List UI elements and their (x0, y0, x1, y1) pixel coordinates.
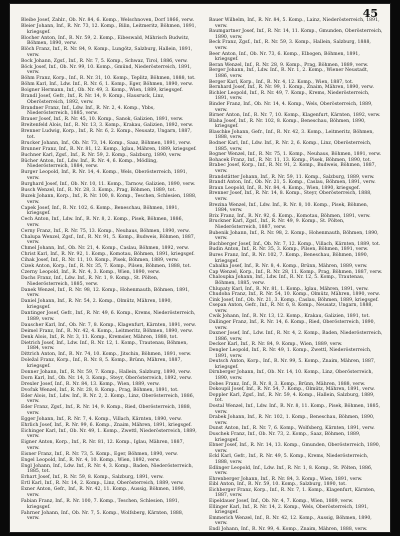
list-entry: Chalupa Wenzel, Zgsf., Inf., R. Nr. 91, 5. Komp., Budweis, Böhmen, 1887, verw. (21, 234, 196, 246)
list-entry: Dunst Anton, Inf., R. Nr. 7, 6. Komp., Wolfsberg, Kärnten, 1891, verw. (209, 426, 375, 432)
list-entry: Cihak Josef, Inf., R. Nr. 11, 10. Komp., Pisek, Böhmen, 1889, verw. (21, 258, 179, 264)
list-entry: Doležal Franz, Korp., Inf., R. Nr. 8, 5. Komp., Brünn, Mähren, 1887, kriegsgef. (21, 358, 182, 369)
list-entry: Cap Wenzel, Korp., Inf., R. Nr. 28, 11. Komp., Prag, Böhmen, 1887, verw. (209, 269, 383, 275)
list-entry: Birner Anton, Inf., R. Nr. 7, 10. Komp., Klagenfurt, Kärnten, 1892, verw. (209, 113, 381, 119)
list-entry: Dauscher Karl, Inf., Ob. Nr. 7, 8. Komp., Klagenfurt, Kärnten, 1891, verw. (21, 322, 197, 328)
list-entry: Endl Johann, Inf., R. Nr. 99, 4. Komp., Znaim, Mähren, 1888, verw. (209, 527, 368, 533)
list-entry: Ehrenberger Johann, Inf., R. Nr. 84, 3. Komp., Wien, 1891, verw. (209, 476, 363, 482)
list-entry: Bodner Karl, Inf., Ldw. Inf., R. Nr. 2, 6. Komp., Linz, Oberösterreich, 1885, verw. (209, 141, 372, 152)
list-entry: Busch Wenzel, Inf., R. Nr. 28, 3. Komp., Prag, Böhmen, 1889, tot. (21, 188, 177, 194)
list-entry: Drexler Josef, Inf., R. Nr. 84, 13. Komp., Wien, 1889, verw. (21, 381, 160, 387)
list-entry: Eibl Anton, Inf., R. Nr. 59, 10. Komp., Salzburg, 1890, tot. (209, 482, 347, 488)
list-entry: Chudoba Franz, Inf., R. Nr. 54, 10. Komp., Olmütz, Mähren, 1890, verw. (209, 292, 381, 298)
list-entry: Beer Anton, Inf., Ob. Nr. 73, 6. Komp., Elbogen, Böhmen, 1891, kriegsgef. (209, 51, 360, 63)
list-entry: Beck Franz, Zgsf., Inf., R. Nr. 59, 3. Komp., Hallein, Salzburg, 1888, verw. (209, 40, 371, 51)
list-entry: Eichinger Karl, Inf., Ob. Nr. 49, 1. Komp., Zwettl, Niederösterreich, 1889, verw. (21, 428, 197, 440)
list-entry: Duschek Franz, Inf., Ob. Nr. 73, 2. Komp., Saaz, Böhmen, 1889, kriegsgef. (209, 431, 361, 443)
list-entry: Brabec Josef, Korp., Inf., R. Nr. 91, 2. Komp., Budweis, Böhmen, 1887, verw. (209, 163, 377, 175)
list-entry: Brezina Wenzel, Inf., Ldw. Inf., R. Nr. 8, 10. Komp., Pisek, Böhmen, 1884, verw. (209, 202, 369, 214)
list-entry: Brenner Ludwig, Korp., Inf., R. Nr. 6, 2. Komp., Neusatz, Ungarn, 1887, tot. (21, 129, 192, 140)
list-entry: Ellinger Karl, Inf., R. Nr. 14, 2. Komp., Wels, Oberösterreich, 1891, kriegsgef. (209, 504, 369, 516)
list-entry: Fabian Franz, Inf., R. Nr. 100, 7. Komp., Teschen, Schlesien, 1891, kriegsgef. (21, 498, 180, 510)
list-entry: Buchberger Josef, Inf., Ob. Nr. 7, 12. Komp., Villach, Kärnten, 1889, tot. (209, 241, 381, 247)
list-entry: Blaha Josef, Inf., R. Nr. 102, 8. Komp., Beneschau, Böhmen, 1890, kriegsgef. (209, 118, 366, 130)
list-entry: Eisner Franz, Inf., R. Nr. 73, 5. Komp., Eger, Böhmen, 1890, verw. (21, 451, 178, 457)
list-entry: Cizek Anton, Korp., Inf., R. Nr. 35, 7. Komp., Pilsen, Böhmen, 1888, tot. (21, 264, 192, 270)
list-entry: Baumgartner Josef, Inf., R. Nr. 14, 11. Komp., Gmunden, Oberösterreich, 1890, verw. (209, 29, 383, 40)
list-entry: Boigner Hermann, Inf., Ob. Nr. 49, 3. Komp., Wien, 1889, kriegsgef. (21, 88, 183, 94)
list-entry: Cink Josef, Inf., Ob. Nr. 21, 3. Komp., Caslau, Böhmen, 1889, kriegsgef. (209, 297, 379, 303)
list-entry: Decker Karl, Inf., R. Nr. 84, 9. Komp., Wien, 1889, verw. (209, 342, 343, 348)
list-entry: Ehrlich Josef, Inf., R. Nr. 99, 6. Komp., Znaim, Mähren, 1891, kriegsgef. (21, 422, 192, 428)
list-entry: Edlinger Leopold, Inf., Ldw. Inf., R. Nr. 1, 8. Komp., St. Pölten, 1886, verw. (209, 465, 373, 477)
list-entry: Dallinger Franz, Inf., R. Nr. 14, 6. Komp., Ried, Oberösterreich, 1890, verw. (209, 320, 376, 331)
list-entry: Eipeldauer Josef, Inf., Ob. Nr. 4, 7. Komp., Wien, 1889, verw. (209, 499, 354, 505)
list-entry: Brandner Franz, Inf., Ldw. Inf., R. Nr. 2, 4. Komp., Ybbs, Niederösterreich, 1885, verw. (21, 105, 155, 117)
list-entry: Böhm Karl, Inf., Ldw. Inf., R. Nr. 6, 1. Komp., Eger, Böhmen, 1890, verw. (21, 82, 194, 88)
list-entry: Berger Johann, Inf., Ldw. Inf., R. Nr. 1, 2. Komp., Wiener Neustadt, 1886, verw. (209, 68, 369, 79)
list-entry: Bernhard Josef, Inf., R. Nr. 99, 1. Komp., Znaim, Mähren, 1890, verw. (209, 85, 374, 91)
list-entry: Bruckner Karl, Zgsf., Inf., R. Nr. 49, 9. Komp., St. Pölten, Niederösterreich, 1887, verw. (209, 219, 345, 230)
list-entry: Bures Franz, Inf., R. Nr. 102, 7. Komp., Beneschau, Böhmen, 1890, kriegsgef. (209, 252, 369, 264)
list-entry: Eder Franz, Zgsf., Inf., R. Nr. 14, 9. Komp., Ried, Oberösterreich, 1888, verw. (21, 405, 192, 416)
list-entry: Brandl Josef, Gefr., Inf., R. Nr. 14, 9. Komp., Hausruck, Linz, Oberösterreich, 1892, verw. (21, 94, 165, 105)
list-entry: Dokoupil Josef, Inf., R. Nr. 54, 7. Komp., Olmütz, Mähren, 1891, verw. (209, 387, 375, 393)
list-entry: Capek Josef, Inf., R. Nr. 102, 6. Komp., Beneschau, Böhmen, 1891, kriegsgef. (21, 205, 180, 217)
list-entry: Bleibe Josef, Zahlr., Ob. Nr. 84, 6. Komp., Welschnoven, Dorf 1866, verw. (21, 18, 195, 23)
list-entry: Cabalka Josef, Inf., R. Nr. 8, 4. Komp., Brünn, Mähren, 1889, verw. (209, 264, 368, 270)
list-entry: Brandstätter Johann, Inf., R. Nr. 59, 11. Komp., Salzburg, 1889, verw. (209, 174, 375, 180)
list-entry: Buchner Karl, Zgsf., Inf., R. Nr. 59, 2. Komp., Salzburg, 1890, verw. (21, 152, 182, 158)
list-entry: Berger Karl, Korp., Inf., R. Nr. 4, 12. Komp., Wien, 1887, tot. (209, 79, 354, 85)
list-entry: Buzek Johann, Korp., Inf., R. Nr. 100, 8. Komp., Teschen, Schlesien, 1888, verw. (21, 194, 197, 205)
list-entry: Brucker Johann, Inf., Ob. Nr. 73, 14. Komp., Saaz, Böhmen, 1891, verw. (21, 140, 192, 146)
list-entry: Bubenik Johann, Inf., R. Nr. 98, 2. Komp., Hohenmauth, Böhmen, 1890, verw. (209, 230, 379, 242)
list-entry: Bichler Leopold, Inf., R. Nr. 49, 7. Komp., Krems, Niederösterreich, 1891, verw. (209, 90, 370, 102)
list-entry: Egger Johann, Inf., R. Nr. 7, 4. Komp., Villach, Kärnten, 1890, verw. (21, 416, 182, 422)
list-entry: Breitenfeld Alois, Inf., R. Nr. 13, 3. Komp., Krakau, Galizien, 1892, verw. (21, 123, 194, 129)
list-entry: Erhart Josef, Inf., R. Nr. 59, 8. Komp., Salzburg, 1891, verw. (21, 475, 164, 481)
list-entry: Dvořak Wenzel, Inf., R. Nr. 28, 8. Komp., Prag, Böhmen, 1891, tot. (21, 387, 179, 393)
list-entry: Braun Leopold, Inf., R. Nr. 84, 4. Komp., Wien, 1890, kriegsgef. (209, 185, 360, 191)
list-entry: Chaloupka Johann, Inf., Ldw. Inf., R. Nr. 12, 5. Komp., Trautenau, Böhmen, 1885, verw. (209, 275, 365, 286)
list-entry: Burger Leopold, Inf., R. Nr. 14, 4. Komp., Wels, Oberösterreich, 1891, verw. (21, 170, 188, 182)
list-entry: Doppler Karl, Zgsf., Inf., R. Nr. 59, 4. Komp., Hallein, Salzburg, 1889, tot. (209, 392, 375, 404)
list-entry: Blaschke Johann, Gefr., Inf., R. Nr. 42, 3. Komp., Leitmeritz, Böhmen, 1888, verw. (209, 129, 374, 141)
list-entry: Dittrich Anton, Inf., R. Nr. 74, 10. Komp., Jitschin, Böhmen, 1891, verw. (21, 352, 192, 358)
list-entry: Drabek Johann, Inf., R. Nr. 102, 1. Komp., Beneschau, Böhmen, 1890, verw. (209, 415, 375, 426)
list-entry: Beran Wenzel, Inf., R. Nr. 28, 9. Komp., Prag, Böhmen, 1889, verw. (209, 62, 369, 68)
list-entry: Emmerich Wenzel, Inf., R. Nr. 42, 12. Komp., Aussig, Böhmen, 1890, verw. (209, 515, 372, 527)
list-entry: Eder Alois, Inf., Ldw. Inf., R. Nr. 2, 2. Komp., Linz, Oberösterreich, 1886, verw. (21, 393, 195, 405)
list-entry: Dorn Karl, Inf., Ob. Nr. 14, 3. Komp., Steyr, Oberösterreich, 1892, verw. (21, 375, 193, 381)
list-entry: Cwik Johann, Inf., R. Nr. 13, 12. Komp., Krakau, Galizien, 1891, tot. (209, 314, 370, 320)
list-entry: Denk Alois, Inf., R. Nr. 3, 11. Komp., Kremsier, Mähren, 1888, tot. (21, 334, 178, 340)
list-entry: Csepan Anton, Gefr., Inf., R. Nr. 6, 8. Komp., Neusatz, Ungarn, 1888, verw. (209, 303, 373, 314)
list-entry: Böck Josef, Inf., Ob. Nr. 99, 10. Komp., Gmünd, Niederösterreich, 1891, verw. (21, 64, 192, 76)
list-entry: Blöch Franz, Inf., R. Nr. 84, 9. Komp., Lungötz, Salzburg, Hallein, 1891, verw. (21, 47, 193, 58)
list-entry: Dobes Franz, Inf., R. Nr. 8, 3. Komp., Brünn, Mähren, 1888, verw. (209, 381, 366, 387)
list-entry: Burghard Josef, Inf., Ob. Nr. 10, 11. Komp., Tarnow, Galizien, 1890, verw. (21, 182, 196, 188)
list-entry: Brauer Josef, Inf., R. Nr. 45, 10. Komp., Sanok, Galizien, 1891, verw. (21, 117, 184, 123)
list-entry: Bleier Johann, Inf., R. Nr. 73, 12. Komp., Bilin, Leitmeritz, Böhmen, 1891, kriegsgef. (21, 23, 197, 35)
list-entry: Bogner Wenzel, Inf., R. Nr. 75, 1. Komp., Neuhaus, Böhmen, 1891, verw. (209, 152, 382, 158)
column-left (21, 18, 197, 522)
list-entry: Christ Karl, Inf., R. Nr. 92, 1. Komp., Komotau, Böhmen, 1891, kriegsgef. (21, 252, 195, 258)
list-entry: Dantinger Josef, Gefr., Inf., R. Nr. 49, 6. Komp., Krems, Niederösterreich, 1889, verw. (21, 310, 196, 322)
document-page (10, 4, 390, 532)
list-entry: Fahrner Johann, Inf., Ob. Nr. 7, 5. Komp., Wolfsberg, Kärnten, 1888, verw. (21, 510, 184, 522)
list-entry: Binder Franz, Inf., Ob. Nr. 14, 4. Komp., Wels, Oberösterreich, 1889, verw. (209, 101, 373, 113)
list-entry: Exner Anton, Gefr., Inf., R. Nr. 42, 11. Komp., Aussig, Böhmen, 1890, verw. (21, 487, 186, 498)
list-entry: Bohacek Franz, Inf., R. Nr. 11, 13. Komp., Pisek, Böhmen, 1890, tot. (209, 157, 372, 163)
page-number: 45 (362, 7, 378, 20)
list-entry: Bock Johann, Zgsf., Inf., R. Nr. 7, 5. Komp., Schwaz, Tirol, 1886, verw. (21, 58, 188, 64)
list-entry: Chmel Johann, Inf., Ob. Nr. 21, 4. Komp., Caslau, Böhmen, 1892, verw. (21, 246, 190, 252)
list-entry: Donner Johann, Inf., R. Nr. 59, 7. Komp., Hallein, Salzburg, 1890, verw. (21, 369, 191, 375)
column-right (209, 18, 383, 533)
list-entry: Blocher Anton, Inf., R. Nr. 59, 2. Komp., Eibeswald, Mährisch Budwitz, Böhmen, 1890, verw. (21, 35, 190, 47)
list-entry: Eigner Anton, Korp., Inf., R. Nr. 81, 12. Komp., Iglau, Mähren, 1887, verw. (21, 440, 185, 451)
list-entry: Cerny Franz, Inf., R. Nr. 75, 13. Komp., Neuhaus, Böhmen, 1890, verw. (21, 228, 190, 234)
list-entry: Brenner Josef, Inf., R. Nr. 14, 8. Komp., Steyr, Oberösterreich, 1888, verw. (209, 191, 372, 202)
list-entry: Brix Franz, Inf., R. Nr. 92, 6. Komp., Komotau, Böhmen, 1891, verw. (209, 213, 371, 219)
list-entry: Bücher Anton, Inf., Ldw. Inf., R. Nr. 4, 6. Komp., Mödling, Niederösterreich, 1884, verw. (21, 158, 158, 170)
list-entry: Engel Leopold, Inf., R. Nr. 4, 10. Komp., Wien, 1892, verw. (21, 457, 161, 463)
list-entry: Brandt Anton, Inf., Ob. Nr. 21, 5. Komp., Caslau, Böhmen, 1891, verw. (209, 180, 376, 186)
list-entry: Dietrich Josef, Inf., Ldw. Inf., R. Nr. 12, 1. Komp., Trautenau, Böhmen, 1884, verw. (21, 340, 188, 352)
list-entry: Deutsch Anton, Korp., Inf., R. Nr. 99, 5. Komp., Znaim, Mähren, 1887, kriegsgef. (209, 359, 376, 370)
list-entry: Czerny Leopold, Inf., R. Nr. 4, 3. Komp., Wien, 1890, verw. (21, 270, 161, 276)
list-entry: Eckl Karl, Gefr., Inf., R. Nr. 49, 5. Komp., Krems, Niederösterreich, 1888, verw. (209, 454, 369, 465)
list-entry: Engl Johann, Inf., Ldw. Inf., R. Nr. 4, 3. Komp., Baden, Niederösterreich, 1885, tot. (21, 463, 194, 475)
list-entry: Budin Anton, Inf., R. Nr. 35, 3. Komp., Pilsen, Böhmen, 1891, verw. (209, 247, 369, 253)
list-entry: Bauer Wilhelm, Inf., R. Nr. 84, 5. Komp., Lainz, Niederösterreich, 1891, verw. (209, 18, 380, 29)
list-entry: Chlupaty Karl, Inf., R. Nr. 81, 1. Komp., Iglau, Mähren, 1891, verw. (209, 286, 369, 292)
list-entry: Daxner Josef, Inf., Ldw. Inf., R. Nr. 4, 2. Komp., Baden, Niederösterreich, 1886, verw. (209, 331, 383, 342)
list-entry: Daniel Johann, Inf., R. Nr. 54, 2. Komp., Olmütz, Mähren, 1890, kriegsgef. (21, 299, 172, 310)
list-entry: Eichberger Franz, Korp., Inf., R. Nr. 7, 1. Komp., Klagenfurt, Kärnten, 1887, verw. (209, 487, 376, 499)
list-entry: Böhm Franz, Korp., Inf., R. Nr. 31, 10. Komp., Teplitz, Böhmen, 1888, tot. (21, 76, 196, 82)
list-entry: Cech Anton, Inf., Ldw. Inf., R. Nr. 8, 2. Komp., Pisek, Böhmen, 1886, verw. (21, 217, 184, 228)
list-entry: Ertl Karl, Inf., R. Nr. 14, 2. Komp., Linz, Oberösterreich, 1889, verw. (21, 481, 184, 487)
list-entry: Brunner Franz, Inf., R. Nr. 81, 12. Komp., Iglau, Mähren, 1889, kriegsgef. (21, 146, 197, 152)
list-entry: Ebner Josef, Inf., R. Nr. 14, 13. Komp., Gmunden, Oberösterreich, 1890, verw. (209, 443, 381, 454)
list-entry: Dachs Franz, Inf., Ldw. Inf., R. Nr. 1, 9. Komp., St. Pölten, Niederösterreich, 1885, verw. (21, 276, 159, 287)
list-entry: Dirnberger Johann, Inf., Ob. Nr. 14, 10. Komp., Linz, Oberösterreich, 1890, verw. (209, 370, 373, 381)
list-entry: Deimel Franz, Inf., R. Nr. 42, 4. Komp., Leitmeritz, Böhmen, 1890, verw. (21, 328, 193, 334)
list-entry: Danek Wenzel, Inf., R. Nr. 98, 12. Komp., Hohenmauth, Böhmen, 1891, verw. (21, 287, 190, 299)
list-entry: Dengler Leopold, Inf., R. Nr. 49, 1. Komp., Zwettl, Niederösterreich, 1891, verw. (209, 348, 372, 359)
list-entry: Dostal Wenzel, Inf., Ldw. Inf., R. Nr. 8, 11. Komp., Pisek, Böhmen, 1885, verw. (209, 403, 381, 415)
